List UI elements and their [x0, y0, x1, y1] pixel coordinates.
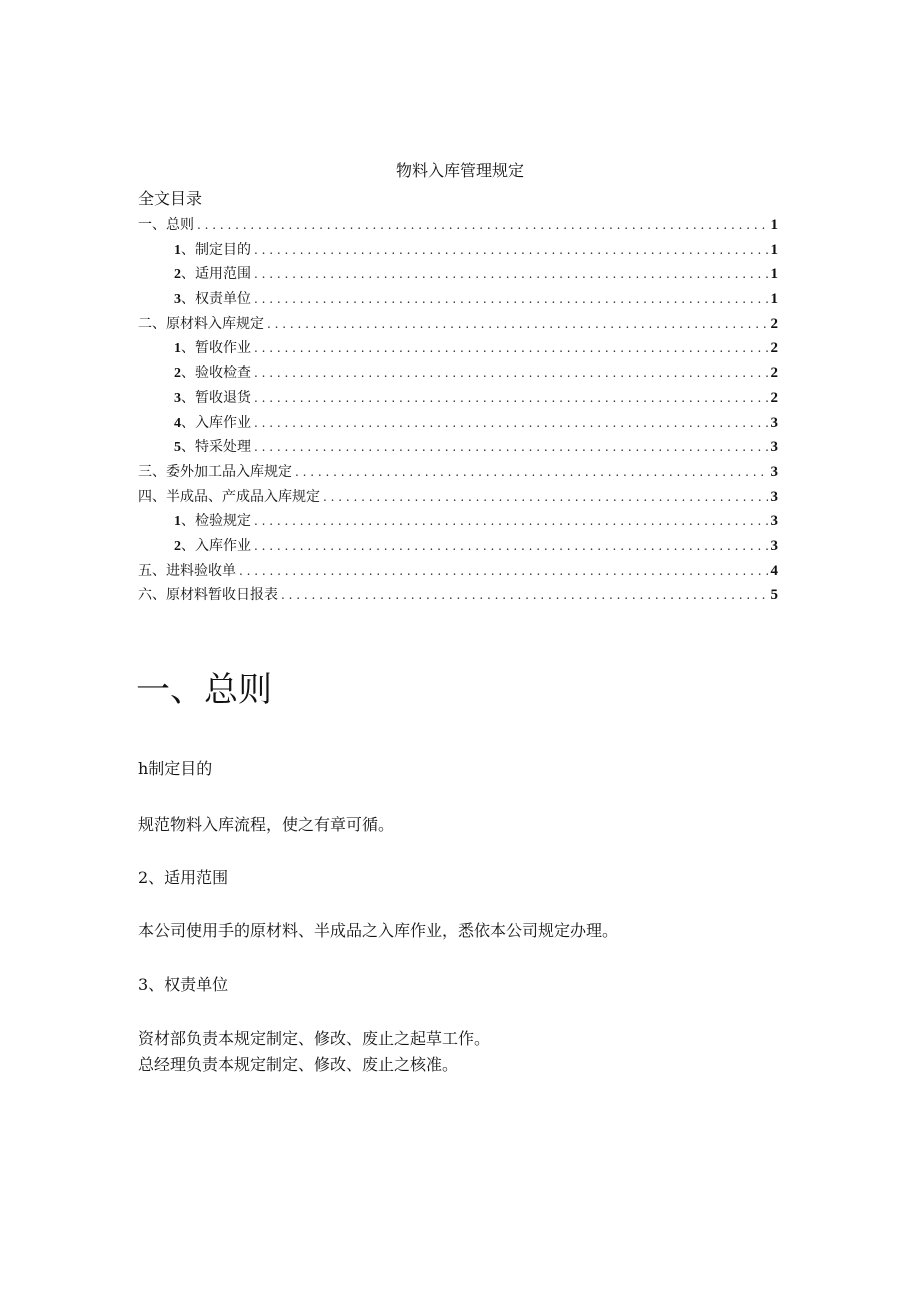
toc-entry[interactable] [138, 312, 778, 337]
toc-entry[interactable] [138, 411, 778, 436]
toc-entry-page: 1 [770, 217, 778, 233]
subsection-title-scope: 2、适用范围 [138, 868, 229, 887]
document-title: 物料入库管理规定 [395, 161, 524, 180]
toc-entry-label: 、制定目的 [181, 241, 251, 258]
subsection-title-responsibility: 3、权责单位 [138, 975, 229, 994]
toc-leader-dots [295, 460, 768, 485]
toc-entry-page: 3 [770, 414, 778, 431]
toc-leader-dots [239, 559, 768, 584]
toc-entry[interactable] [138, 361, 778, 386]
toc-entry-label: 二、原材料入库规定 [138, 315, 264, 332]
toc-leader-dots [281, 583, 768, 608]
toc-entry[interactable] [138, 509, 778, 534]
toc-entry[interactable] [138, 336, 778, 361]
toc-entry-number: 1 [174, 514, 181, 530]
toc-entry[interactable] [138, 262, 778, 287]
toc-entry-number: 1 [174, 341, 181, 357]
toc-entry-number: 2 [174, 366, 181, 382]
toc-entry[interactable] [138, 238, 778, 263]
toc-entry-label: 三、委外加工品入库规定 [138, 463, 292, 480]
toc-entry-page: 3 [770, 513, 778, 530]
toc-leader-dots [254, 287, 768, 312]
toc-entry-page: 3 [770, 488, 778, 505]
toc-leader-dots [254, 238, 768, 263]
section-heading: 一、总则 [136, 670, 272, 710]
toc-entry-label: 、检验规定 [181, 513, 251, 530]
toc-entry[interactable] [138, 534, 778, 559]
toc-entry-page: 1 [770, 266, 778, 283]
toc-entry-label: 六、原材料暂收日报表 [138, 587, 278, 604]
toc-entry-label: 、权责单位 [181, 291, 251, 308]
toc-entry-label: 、适用范围 [181, 266, 251, 283]
toc-leader-dots [254, 336, 768, 361]
toc-entry[interactable] [138, 460, 778, 485]
toc-entry-page: 2 [770, 315, 778, 332]
toc-entry-number: 1 [174, 242, 181, 258]
toc-entry-label: 、特采处理 [181, 439, 251, 456]
toc-leader-dots [254, 509, 768, 534]
toc-entry[interactable] [138, 386, 778, 411]
toc-leader-dots [323, 485, 768, 510]
toc-entry-page: 5 [770, 587, 778, 604]
toc-leader-dots [254, 534, 768, 559]
paragraph-responsibility-1: 资材部负责本规定制定、修改、废止之起草工作。 [138, 1029, 491, 1048]
paragraph-responsibility-2: 总经理负责本规定制定、修改、废止之核准。 [138, 1055, 459, 1074]
toc-entry-page: 3 [770, 463, 778, 480]
toc-entry-label: 、入库作业 [181, 537, 251, 554]
toc-entry[interactable] [138, 583, 778, 608]
toc-entry[interactable] [138, 485, 778, 510]
toc-entry-number: 2 [174, 267, 181, 283]
toc-leader-dots [254, 361, 768, 386]
toc-heading: 全文目录 [138, 189, 203, 208]
toc-entry-label: 四、半成品、产成品入库规定 [138, 488, 320, 505]
toc-entry-page: 2 [770, 340, 778, 357]
toc-entry-label: 、验收检查 [181, 365, 251, 382]
toc-entry-label: 、暂收作业 [181, 340, 251, 357]
toc-entry-page: 1 [770, 241, 778, 258]
toc-entry-number: 3 [174, 390, 181, 406]
table-of-contents [138, 213, 778, 608]
toc-entry[interactable] [138, 287, 778, 312]
toc-entry-number: 4 [174, 415, 181, 431]
toc-entry-label: 一、总则 [138, 217, 194, 233]
toc-entry-number: 3 [174, 292, 181, 308]
toc-entry-page: 2 [770, 365, 778, 382]
toc-entry[interactable] [138, 213, 778, 238]
toc-entry[interactable] [138, 559, 778, 584]
toc-leader-dots [254, 411, 768, 436]
paragraph-purpose: 规范物料入库流程，使之有章可循。 [138, 815, 395, 834]
toc-leader-dots [197, 213, 768, 238]
toc-entry-page: 3 [770, 439, 778, 456]
toc-entry-page: 2 [770, 389, 778, 406]
toc-entry-label: 、入库作业 [181, 414, 251, 431]
toc-entry-label: 、暂收退货 [181, 389, 251, 406]
toc-entry-number: 5 [174, 440, 181, 456]
subsection-title-purpose: h制定目的 [138, 759, 213, 778]
toc-leader-dots [254, 386, 768, 411]
paragraph-scope: 本公司使用手的原材料、半成品之入库作业，悉依本公司规定办理。 [138, 921, 619, 940]
toc-entry-number: 2 [174, 538, 181, 554]
toc-entry-page: 1 [770, 291, 778, 308]
toc-leader-dots [254, 435, 768, 460]
toc-leader-dots [267, 312, 768, 337]
toc-entry-page: 3 [770, 537, 778, 554]
toc-entry-page: 4 [770, 562, 778, 579]
toc-leader-dots [254, 262, 768, 287]
toc-entry-label: 五、进料验收单 [138, 562, 236, 579]
toc-entry[interactable] [138, 435, 778, 460]
